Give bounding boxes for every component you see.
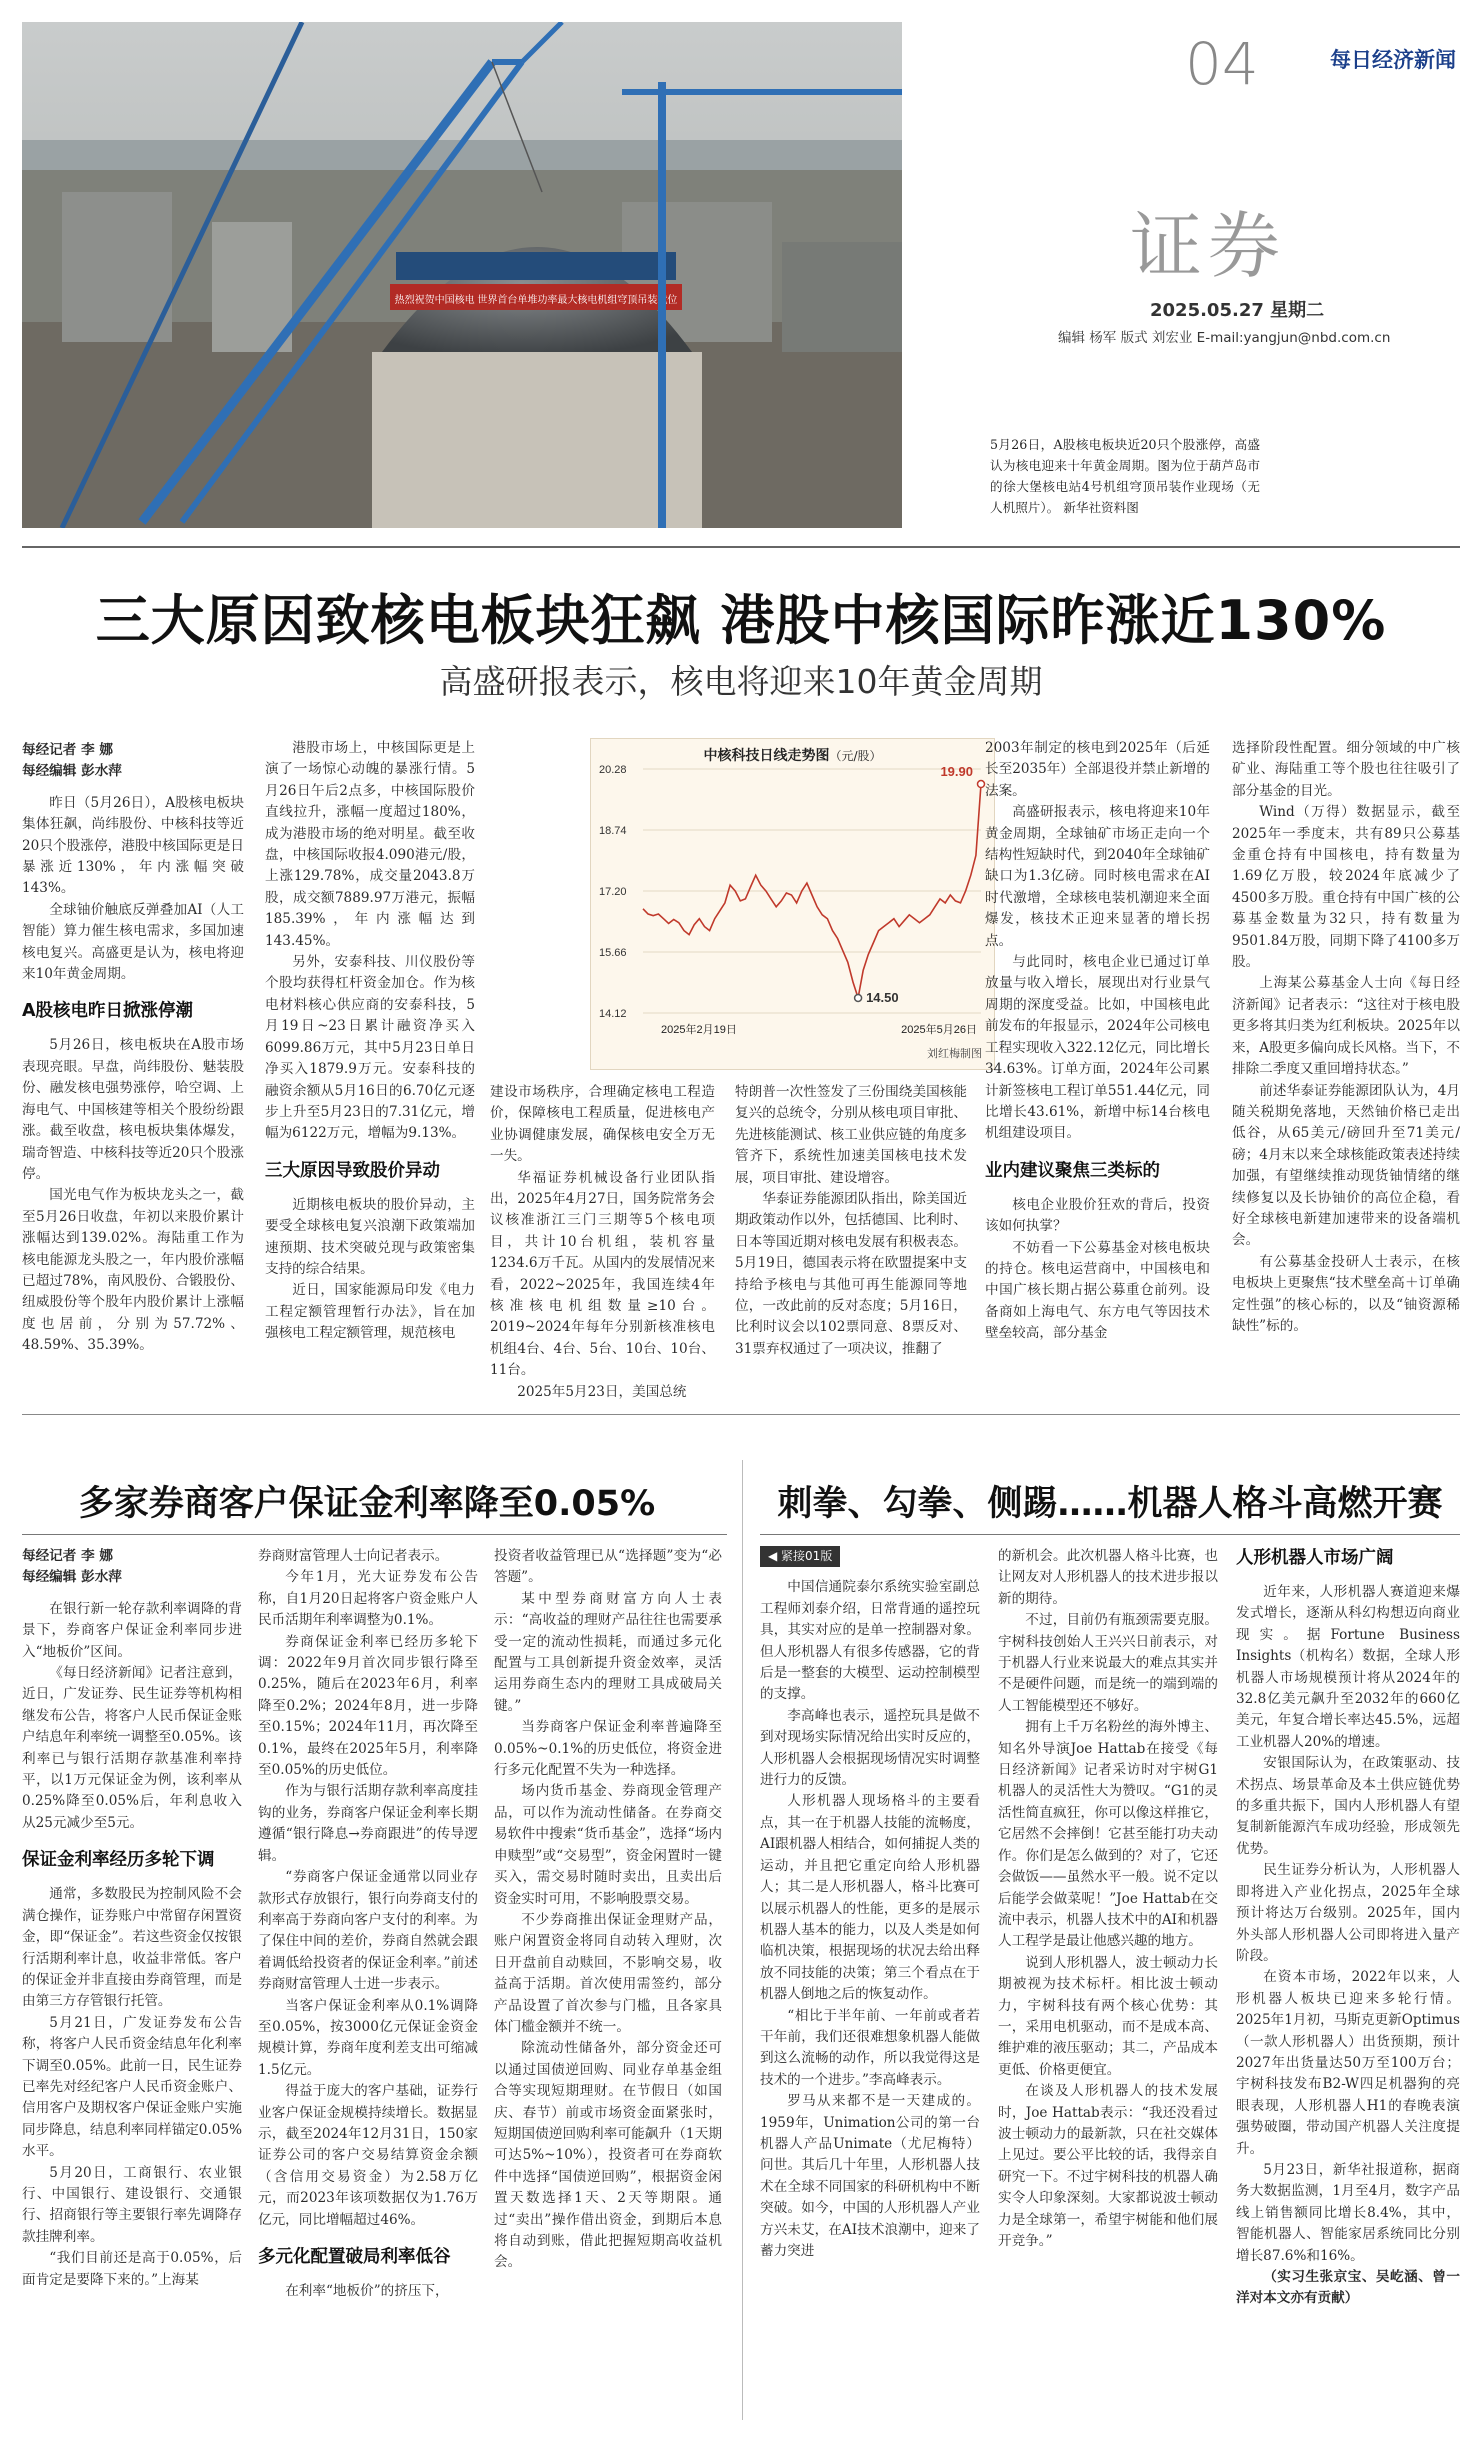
subheading-rate-cuts: 保证金利率经历多轮下调 — [22, 1850, 215, 1871]
paragraph: 在谈及人形机器人的技术发展时，Joe Hattab表示：“我还没看过波士顿动力的最新款，只在社交媒体上见过。要公平比较的话，我得亲自研究一下。不过宇树科技的机器人确实令人印象深刻。大家都说波士顿动力是全球第一，希望宇树能和他们展开竞争。” — [998, 2083, 1218, 2249]
byline-reporter: 每经记者 李 娜 — [22, 1548, 114, 1564]
byline-editor: 每经编辑 彭水萍 — [22, 763, 122, 780]
paragraph: 5月23日，新华社报道称，据商务大数据监测，1月至4月，数字产品线上销售额同比增长8.4%，其中，智能机器人、智能家居系统同比分别增长87.6%和16%。 — [1236, 2161, 1460, 2264]
paragraph: 说到人形机器人，波士顿动力长期被视为技术标杆。相比波士顿动力，宇树科技有两个核心优势：其一，采用电机驱动，而不是成本高、维护难的液压驱动；其二，产品成本更低、价格更便宜。 — [998, 1954, 1218, 2078]
trough-point — [855, 994, 862, 1001]
paragraph: 某中型券商财富方向人士表示：“高收益的理财产品往往也需要承受一定的流动性损耗，而通过多元化配置与工具创新提升资金效率，灵活运用券商生态内的理财工具成破局关键。” — [494, 1590, 722, 1714]
paragraph: 5月26日，核电板块在A股市场表现亮眼。早盘，尚纬股份、魅装股份、融发核电强势涨停，哈空调、上海电气、中国核建等相关个股纷纷跟涨。截至收盘，核电板块集体爆发，瑞奇智造、中核科技等近20只个股涨停。 — [22, 1037, 244, 1182]
column-divider — [742, 1460, 743, 2420]
paragraph: “券商客户保证金通常以同业存款形式存放银行，银行向券商支付的利率高于券商向客户支付的利率。为了保住中间的差价，券商自然就会跟着调低给投资者的保证金利率。”前述券商财富管理人士进一步表示。 — [258, 1869, 478, 1993]
paragraph: 中国信通院泰尔系统实验室副总工程师刘泰介绍，日常背通的遥控玩具，其实对应的是单一控制器对象。但人形机器人有很多传感器，它的背后是一整套的大模型、运动控制模型的支撑。 — [760, 1579, 980, 1703]
paragraph: “我们目前还是高于0.05%，后面肯定是要降下来的。”上海某 — [22, 2250, 242, 2288]
x-tick-label: 2025年5月26日 — [901, 1024, 977, 1036]
peak-label: 19.90 — [940, 764, 973, 780]
byline-editor: 每经编辑 彭水萍 — [22, 1569, 122, 1586]
lead-column-6 — [1232, 738, 1460, 1410]
chart-plot — [591, 739, 996, 1071]
robot-headline: 刺拳、勾拳、侧踢……机器人格斗高燃开赛 — [777, 1484, 1443, 1524]
paragraph: 罗马从来都不是一天建成的。1959年，Unimation公司的第一台机器人产品Unimate（尤尼梅特）问世。其后几十年里，人形机器人技术在全球不同国家的科研机构中不断突破。如今，中国的人形机器人产业方兴未艾，在AI技术浪潮中，迎来了蓄力突进 — [760, 2093, 980, 2259]
robot-rule — [760, 1534, 1460, 1535]
photo-caption: 5月26日，A股核电板块近20只个股涨停，高盛认为核电迎来十年黄金周期。图为位于葫芦岛市的徐大堡核电站4号机组穹顶吊装作业现场（无人机照片）。 新华社资料图 — [990, 437, 1260, 515]
brokerage-headline: 多家券商客户保证金利率降至0.05% — [78, 1484, 656, 1524]
paragraph: “相比于半年前、一年前或者若干年前，我们还很难想象机器人能做到这么流畅的动作，所以我觉得这是技术的一个进步。”李高峰表示。 — [760, 2007, 980, 2088]
paragraph: 得益于庞大的客户基础，证券行业客户保证金规模持续增长。数据显示，截至2024年12月31日，150家证券公司的客户交易结算资金余额（含信用交易资金）为2.58万亿元，而2023年该项数据仅为1.76万亿元，同比增幅超过46%。 — [258, 2083, 478, 2228]
paragraph: 国光电气作为板块龙头之一，截至5月26日收盘，年初以来股价累计涨幅达到139.02%。海陆重工作为核电能源龙头股之一，年内股价涨幅已超过78%，南风股份、合锻股份、纽威股份等个股年内股价累计上涨幅度也居前，分别为57.72%、48.59%、35.39%。 — [22, 1187, 244, 1354]
paragraph: 作为与银行活期存款利率高度挂钩的业务，券商客户保证金利率长期遵循“银行降息→券商跟进”的传导逻辑。 — [258, 1783, 478, 1864]
robot-column-3 — [1236, 1546, 1460, 2426]
paragraph: 《每日经济新闻》记者注意到，近日，广发证券、民生证券等机构相继发布公告，将客户人民币保证金账户结息年利率统一调整至0.05%。该利率已与银行活期存款基准利率持平，以1万元保证金为例，该利率从0.25%降至0.05%后，年利息收入从25元减少至5元。 — [22, 1665, 242, 1831]
paragraph: 近日，国家能源局印发《电力工程定额管理暂行办法》，旨在加强核电工程定额管理，规范核电 — [265, 1282, 475, 1342]
paragraph: 特朗普一次性签发了三份围绕美国核能复兴的总统令，分别从核电项目审批、先进核能测试、核工业供应链的角度多管齐下，系统性加速美国核电技术发展，项目审批、建设增容。 — [735, 1084, 967, 1186]
paragraph: 除流动性储备外，部分资金还可以通过国债逆回购、同业存单基金组合等实现短期理财。在节假日（如国庆、春节）前或市场资金面紧张时，短期国债逆回购利率可能飙升（1天期可达5%~10%），投资者可在券商软件中选择“国债逆回购”，根据资金闲置天数选择1天、2天等期限。通过“卖出”操作借出资金，到期后本息将自动到账，借此把握短期高收益机会。 — [494, 2040, 722, 2271]
paragraph: 选择阶段性配置。细分领域的中广核矿业、海陆重工等个股也往往吸引了部分基金的目光。 — [1232, 740, 1460, 799]
construction-site-image — [22, 22, 1030, 528]
paragraph: 不少券商推出保证金理财产品，账户闲置资金将同自动转入理财，次日开盘前自动赎回，不影响交易，收益高于活期。首次使用需签约，部分产品设置了首次参与门槛，且各家具体门槛金额并不统一。 — [494, 1911, 722, 2035]
top-divider — [22, 546, 1460, 548]
lead-subheadline: 高盛研报表示，核电将迎来10年黄金周期 — [439, 662, 1043, 701]
peak-point — [978, 781, 985, 788]
paragraph: 在银行新一轮存款利率调降的背景下，券商客户保证金利率同步进入“地板价”区间。 — [22, 1600, 242, 1660]
y-tick-label: 14.12 — [599, 1008, 627, 1020]
robot-column-2 — [998, 1546, 1218, 2426]
photo-banner-text: 热烈祝贺中国核电 世界首台单堆功率最大核电机组穹顶吊装就位 — [394, 295, 678, 306]
y-tick-label: 17.20 — [599, 886, 627, 898]
trough-label: 14.50 — [866, 989, 899, 1005]
section-title: 证券 — [1130, 204, 1287, 288]
middle-divider — [22, 1414, 1460, 1415]
paragraph: 在利率“地板价”的挤压下， — [285, 2283, 449, 2299]
paragraph: 今年1月，光大证券发布公告称，自1月20日起将客户资金账户人民币活期年利率调整为0.1%。 — [258, 1569, 478, 1629]
paragraph: 与此同时，核电企业已通过订单放量与收入增长，展现出对行业景气周期的深度受益。比如，中国核电此前发布的年报显示，2024年公司核电工程实现收入322.12亿元，同比增长34.63%。订单方面，2024年公司累计新签核电工程订单551.44亿元，同比增长43.61%，新增中标14台核电机组建设项目。 — [985, 954, 1210, 1142]
paragraph: 5月20日，工商银行、农业银行、中国银行、建设银行、交通银行、招商银行等主要银行率先调降存款挂牌利率。 — [22, 2164, 242, 2245]
paragraph: 不过，目前仍有瓶颈需要克服。宇树科技创始人王兴兴日前表示，对于机器人行业来说最大的难点其实并不是硬件问题，而是统一的端到端的人工智能模型还不够好。 — [998, 1612, 1218, 1714]
paragraph: 5月21日，广发证券发布公告称，将客户人民币资金结息年化利率下调至0.05%。此前一日，民生证券已率先对经纪客户人民币资金账户、信用客户及期权客户保证金账户实施同步降息，结息利率同样锚定0.05%水平。 — [22, 2014, 242, 2160]
subheading-recommendations: 业内建议聚焦三类标的 — [985, 1160, 1160, 1181]
subheading-three-reasons: 三大原因导致股价异动 — [265, 1160, 440, 1181]
lead-column-3 — [490, 1082, 715, 1410]
chart-credit: 刘红梅制图 — [927, 1047, 982, 1060]
paragraph: 在资本市场，2022年以来，人形机器人板块已迎来多轮行情。2025年1月初，马斯克更新Optimus（一款人形机器人）出货预期，预计2027年出货量达50万至100万台；宇树科技发布B2-W四足机器狗的亮眼表现，人形机器人H1的春晚表演强势破圈，带动国产机器人关注度提升。 — [1236, 1969, 1460, 2157]
contributor-credit: （实习生张京宝、吴屹涵、曾一洋对本文亦有贡献） — [1236, 2269, 1460, 2307]
stock-price-chart — [590, 738, 995, 1070]
chart-title: 中核科技日线走势图（元/股） — [703, 748, 882, 764]
paragraph: 核电企业股价狂欢的背后，投资该如何执掌？ — [985, 1196, 1210, 1235]
paragraph: 全球铀价触底反弹叠加AI（人工智能）算力催生核电需求，多国加速核电复兴。高盛更是认为，核电将迎来10年黄金周期。 — [22, 901, 244, 983]
subheading-a-shares: A股核电昨日掀涨停潮 — [22, 1001, 194, 1022]
paragraph: 券商保证金利率已经历多轮下调：2022年9月首次同步银行降至0.25%，随后在2023年6月，利率降至0.2%；2024年8月，进一步降至0.15%；2024年11月，再次降至0.1%，最终在2025年5月，利率降至0.05%的历史低位。 — [258, 1633, 478, 1779]
paragraph: 近期核电板块的股价异动，主要受全球核电复兴浪潮下政策端加速预期、技术突破兑现与政策密集支持的综合结果。 — [265, 1196, 475, 1277]
y-tick-label: 20.28 — [599, 764, 627, 776]
newspaper-name: 每日经济新闻 — [1330, 48, 1456, 72]
byline-reporter: 每经记者 李 娜 — [22, 742, 114, 758]
paragraph: 投资者收益管理已从“选择题”变为“必答题”。 — [494, 1548, 722, 1586]
brokerage-column-3 — [494, 1546, 722, 2426]
lead-column-2 — [265, 738, 475, 1410]
paragraph: Wind（万得）数据显示，截至2025年一季度末，共有89只公募基金重仓持有中国核电，持有数量为1.69亿万股，较2024年底减少了4500多万股。重仓持有中国广核的公募基金数量为32只，持有数量为9501.84万股，同期下降了4100多万股。 — [1232, 804, 1460, 971]
paragraph: 的新机会。此次机器人格斗比赛，也让网友对人形机器人的技术进步报以新的期待。 — [998, 1548, 1218, 1607]
paragraph: 当券商客户保证金利率普遍降至0.05%~0.1%的历史低位，将资金进行多元化配置不失为一种选择。 — [494, 1719, 722, 1779]
paragraph: 另外，安泰科技、川仪股份等个股均获得杠杆资金加仓。作为核电材料核心供应商的安泰科技，5月19日~23日累计融资净买入6099.86万元，其中5月23日单日净买入1879.9万元。安泰科技的融资余额从5月16日的6.70亿元逐步上升至5月23日的7.31亿元，增幅为6122万元，增幅为9.13%。 — [265, 954, 475, 1142]
lead-column-5 — [985, 738, 1210, 1410]
lead-headline: 三大原因致核电板块狂飙 港股中核国际昨涨近130% — [95, 589, 1387, 652]
paragraph: 建设市场秩序，合理确定核电工程造价，保障核电工程质量，促进核电产业协调健康发展，确保核电安全万无一失。 — [490, 1084, 715, 1165]
y-tick-label: 18.74 — [599, 825, 627, 837]
paragraph: 港股市场上，中核国际更是上演了一场惊心动魄的暴涨行情。5月26日午后2点多，中核国际股价直线拉升，涨幅一度超过180%，成为港股市场的绝对明星。截至收盘，中核国际收报4.090港元/股，上涨129.78%，成交量2043.8万股，成交额7889.97万港元，振幅185.39%，年内涨幅达到143.45%。 — [265, 740, 475, 949]
paragraph: 2003年制定的核电到2025年（后延长至2035年）全部退役并禁止新增的法案。 — [985, 740, 1210, 799]
subheading-diversified: 多元化配置破局利率低谷 — [258, 2247, 451, 2267]
paragraph: 李高峰也表示，遥控玩具是做不到对现场实际情况给出实时反应的，人形机器人会根据现场情况实时调整进行力的反馈。 — [760, 1707, 980, 1789]
lead-column-1 — [22, 740, 244, 1410]
paragraph: 高盛研报表示，核电将迎来10年黄金周期，全球铀矿市场正走向一个结构性短缺时代，到2040年全球铀矿缺口为1.3亿磅。同时核电需求在AI时代激增，全球核电装机潮迎来全面爆发，核技术正迎来显著的增长拐点。 — [985, 804, 1210, 949]
paragraph: 安银国际认为，在政策驱动、技术拐点、场景革命及本土供应链优势的多重共振下，国内人形机器人有望复制新能源汽车成功经验，形成领先优势。 — [1236, 1755, 1460, 1857]
x-tick-label: 2025年2月19日 — [661, 1024, 737, 1036]
paragraph: 人形机器人现场格斗的主要看点，其一在于机器人技能的流畅度，AI跟机器人相结合，如何捕捉人类的运动，并且把它重定向给人形机器人；其二是人形机器人，格斗比赛可以展示机器人的性能，更多的是展示机器人基本的能力，以及人类是如何临机决策，根据现场的状况去给出释放不同技能的决策；第三个看点在于机器人倒地之后的恢复动作。 — [760, 1793, 980, 2003]
paragraph: 华福证券机械设备行业团队指出，2025年4月27日，国务院常务会议核准浙江三门三期等5个核电项目，共计10台机组，装机容量1234.6万千瓦。从国内的发展情况来看，2022~2025年，我国连续4年核准核电机组数量≥10台。2019~2024年每年分别新核准核电机组4台、4台、5台、10台、10台、11台。 — [490, 1169, 715, 1379]
paragraph: 当客户保证金利率从0.1%调降至0.05%，按3000亿元保证金资金规模计算，券商年度利差支出可缩减1.5亿元。 — [258, 1997, 478, 2078]
issue-date: 2025.05.27 星期二 — [1150, 300, 1325, 321]
brokerage-rule — [22, 1534, 727, 1535]
continued-tag: ◀ 紧接01版 — [760, 1546, 840, 1567]
paragraph: 场内货币基金、券商现金管理产品，可以作为流动性储备。在券商交易软件中搜索“货币基金”，选择“场内申赎型”或“交易型”，资金闲置时一键买入，需交易时随时卖出，且卖出后资金实时可用，不影响股票交易。 — [494, 1783, 722, 1907]
paragraph: 拥有上千万名粉丝的海外博主、知名外导演Joe Hattab在接受《每日经济新闻》记者采访时对宇树G1机器人的灵活性大为赞叹。“G1的灵活性简直疯狂，你可以像这样推它，它居然不会摔倒！它甚至能打功夫动作。你们是怎么做到的？对了，它还会做饭——虽然水平一般。说不定以后能学会做菜呢！”Joe Hattab在交流中表示，机器人技术中的AI和机器人工程学是最让他感兴趣的地方。 — [998, 1719, 1218, 1950]
paragraph: 不妨看一下公募基金对核电板块的持仓。核电运营商中，中国核电和中国广核长期占据公募重仓前列。设备商如上海电气、东方电气等因技术壁垒较高，部分基金 — [985, 1239, 1210, 1342]
brokerage-column-2 — [258, 1546, 478, 2426]
paragraph: 有公募基金投研人士表示，在核电板块上更聚焦“技术壁垒高＋订单确定性强”的核心标的，以及“铀资源稀缺性”标的。 — [1232, 1253, 1460, 1334]
page-number: 04 — [1185, 30, 1259, 98]
paragraph: 华泰证券能源团队指出，除美国近期政策动作以外，包括德国、比利时、日本等国近期对核电发展有积极表态。5月19日，德国表示将在欧盟提案中支持给予核电与其他可再生能源同等地位，一改此前的反对态度；5月16日，比利时议会以102票同意、8票反对、31票弃权通过了一项决议，推翻了 — [735, 1191, 967, 1357]
robot-column-1 — [760, 1546, 980, 2426]
paragraph: 民生证券分析认为，人形机器人即将进入产业化拐点，2025年全球预计将达万台级别。2025年，国内外头部人形机器人公司即将进入量产阶段。 — [1236, 1862, 1460, 1964]
paragraph: 通常，多数股民为控制风险不会满仓操作，证券账户中常留存闲置资金，即“保证金”。若这些资金仅按银行活期利率计息，收益非常低。客户的保证金并非直接由券商管理，而是由第三方存管银行托管。 — [22, 1886, 242, 2010]
subheading-robot-market: 人形机器人市场广阔 — [1236, 1548, 1394, 1568]
paragraph: 近年来，人形机器人赛道迎来爆发式增长，逐渐从科幻构想迈向商业现实。据Fortune Business Insights（机构名）数据，全球人形机器人市场规模预计将从2024年的32.8亿美元飙升至2032年的660亿美元，年复合增长率达45.5%，远超工业机器人20%的增速。 — [1236, 1584, 1460, 1750]
paragraph: 昨日（5月26日），A股核电板块集体狂飙，尚纬股份、中核科技等近20只个股涨停，港股中核国际更是日暴涨近130%，年内涨幅突破143%。 — [22, 794, 244, 897]
brokerage-column-1 — [22, 1546, 242, 2426]
paragraph: 前述华泰证券能源团队认为，4月随关税期免落地，天然铀价格已走出低谷，从65美元/磅回升至71美元/磅；4月末以来全球核能政策表述持续加强，有望继续推动现货铀情绪的继续修复以及长协铀价的高位企稳，看好全球核电新建加速带来的设备端机会。 — [1232, 1082, 1460, 1249]
lead-column-4 — [735, 1082, 967, 1410]
y-tick-label: 15.66 — [599, 947, 627, 959]
page-editors: 编辑 杨军 版式 刘宏业 E-mail:yangjun@nbd.com.cn — [1058, 330, 1391, 346]
paragraph: 上海某公募基金人士向《每日经济新闻》记者表示：“这往对于核电股更多将其归类为红利板块。2025年以来，A股更多偏向成长风格。当下，不排除二季度又重回增持状态。” — [1232, 975, 1460, 1078]
nuclear-plant-photo — [22, 22, 1030, 528]
paragraph: 2025年5月23日，美国总统 — [517, 1383, 687, 1400]
paragraph: 券商财富管理人士向记者表示。 — [258, 1548, 449, 1564]
